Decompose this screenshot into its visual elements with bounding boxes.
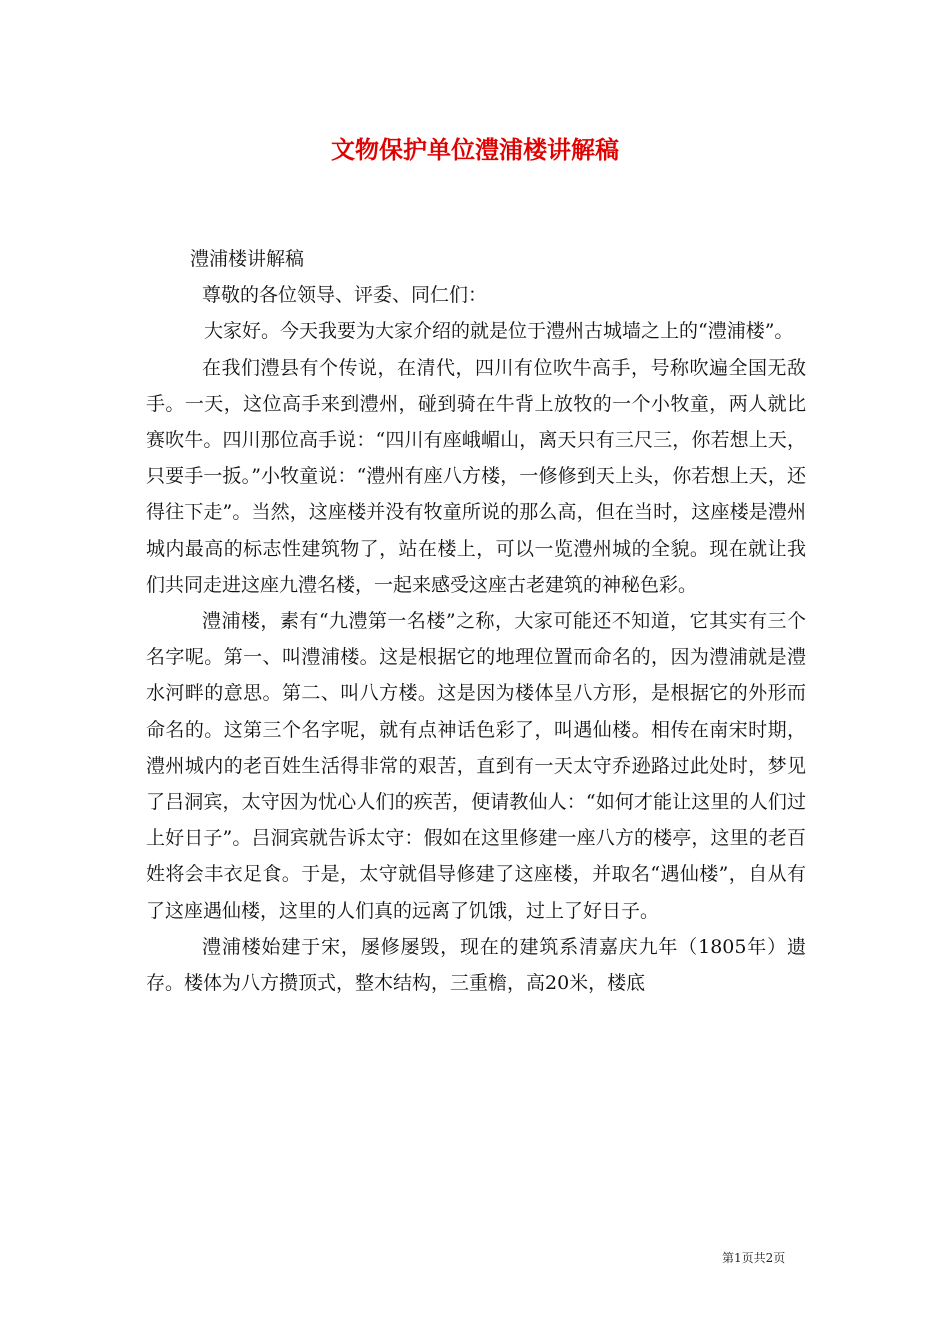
history-paragraph: 澧浦楼始建于宋，屡修屡毁，现在的建筑系清嘉庆九年（1805年）遗存。楼体为八方攒顶式，整木结构，三重檐，高20米，楼底 (146, 935, 806, 995)
document-heading: 澧浦楼讲解稿 (190, 248, 305, 270)
intro-paragraph: 大家好。今天我要为大家介绍的就是位于澧州古城墙之上的“澧浦楼”。 (204, 320, 794, 343)
page-number: 第1页共2页 (722, 1251, 786, 1265)
greeting-paragraph: 尊敬的各位领导、评委、同仁们： (202, 284, 488, 307)
document-title: 文物保护单位澧浦楼讲解稿 (331, 135, 619, 164)
document-body (146, 241, 806, 1001)
legend-paragraph: 在我们澧县有个传说，在清代，四川有位吹牛高手，号称吹遍全国无敌手。一天，这位高手来到澧州，碰到骑在牛背上放牧的一个小牧童，两人就比赛吹牛。四川那位高手说：“四川有座峨嵋山，离天只有三尺三，你若想上天，只要手一扳。”小牧童说：“澧州有座八方楼，一修修到天上头，你若想上天，还得往下走”。当然，这座楼并没有牧童所说的那么高，但在当时，这座楼是澧州城内最高的标志性建筑物了，站在楼上，可以一览澧州城的全貌。现在就让我们共同走进这座九澧名楼，一起来感受这座古老建筑的神秘色彩。 (146, 356, 806, 596)
names-paragraph: 澧浦楼，素有“九澧第一名楼”之称，大家可能还不知道，它其实有三个名字呢。第一、叫澧浦楼。这是根据它的地理位置而命名的，因为澧浦就是澧水河畔的意思。第二、叫八方楼。这是因为楼体呈八方形，是根据它的外形而命名的。这第三个名字呢，就有点神话色彩了，叫遇仙楼。相传在南宋时期，澧州城内的老百姓生活得非常的艰苦，直到有一天太守乔逊路过此处时，梦见了吕洞宾，太守因为忧心人们的疾苦，便请教仙人：“如何才能让这里的人们过上好日子”。吕洞宾就告诉太守：假如在这里修建一座八方的楼亭，这里的老百姓将会丰衣足食。于是，太守就倡导修建了这座楼，并取名“遇仙楼”，自从有了这座遇仙楼，这里的人们真的远离了饥饿，过上了好日子。 (146, 610, 806, 922)
